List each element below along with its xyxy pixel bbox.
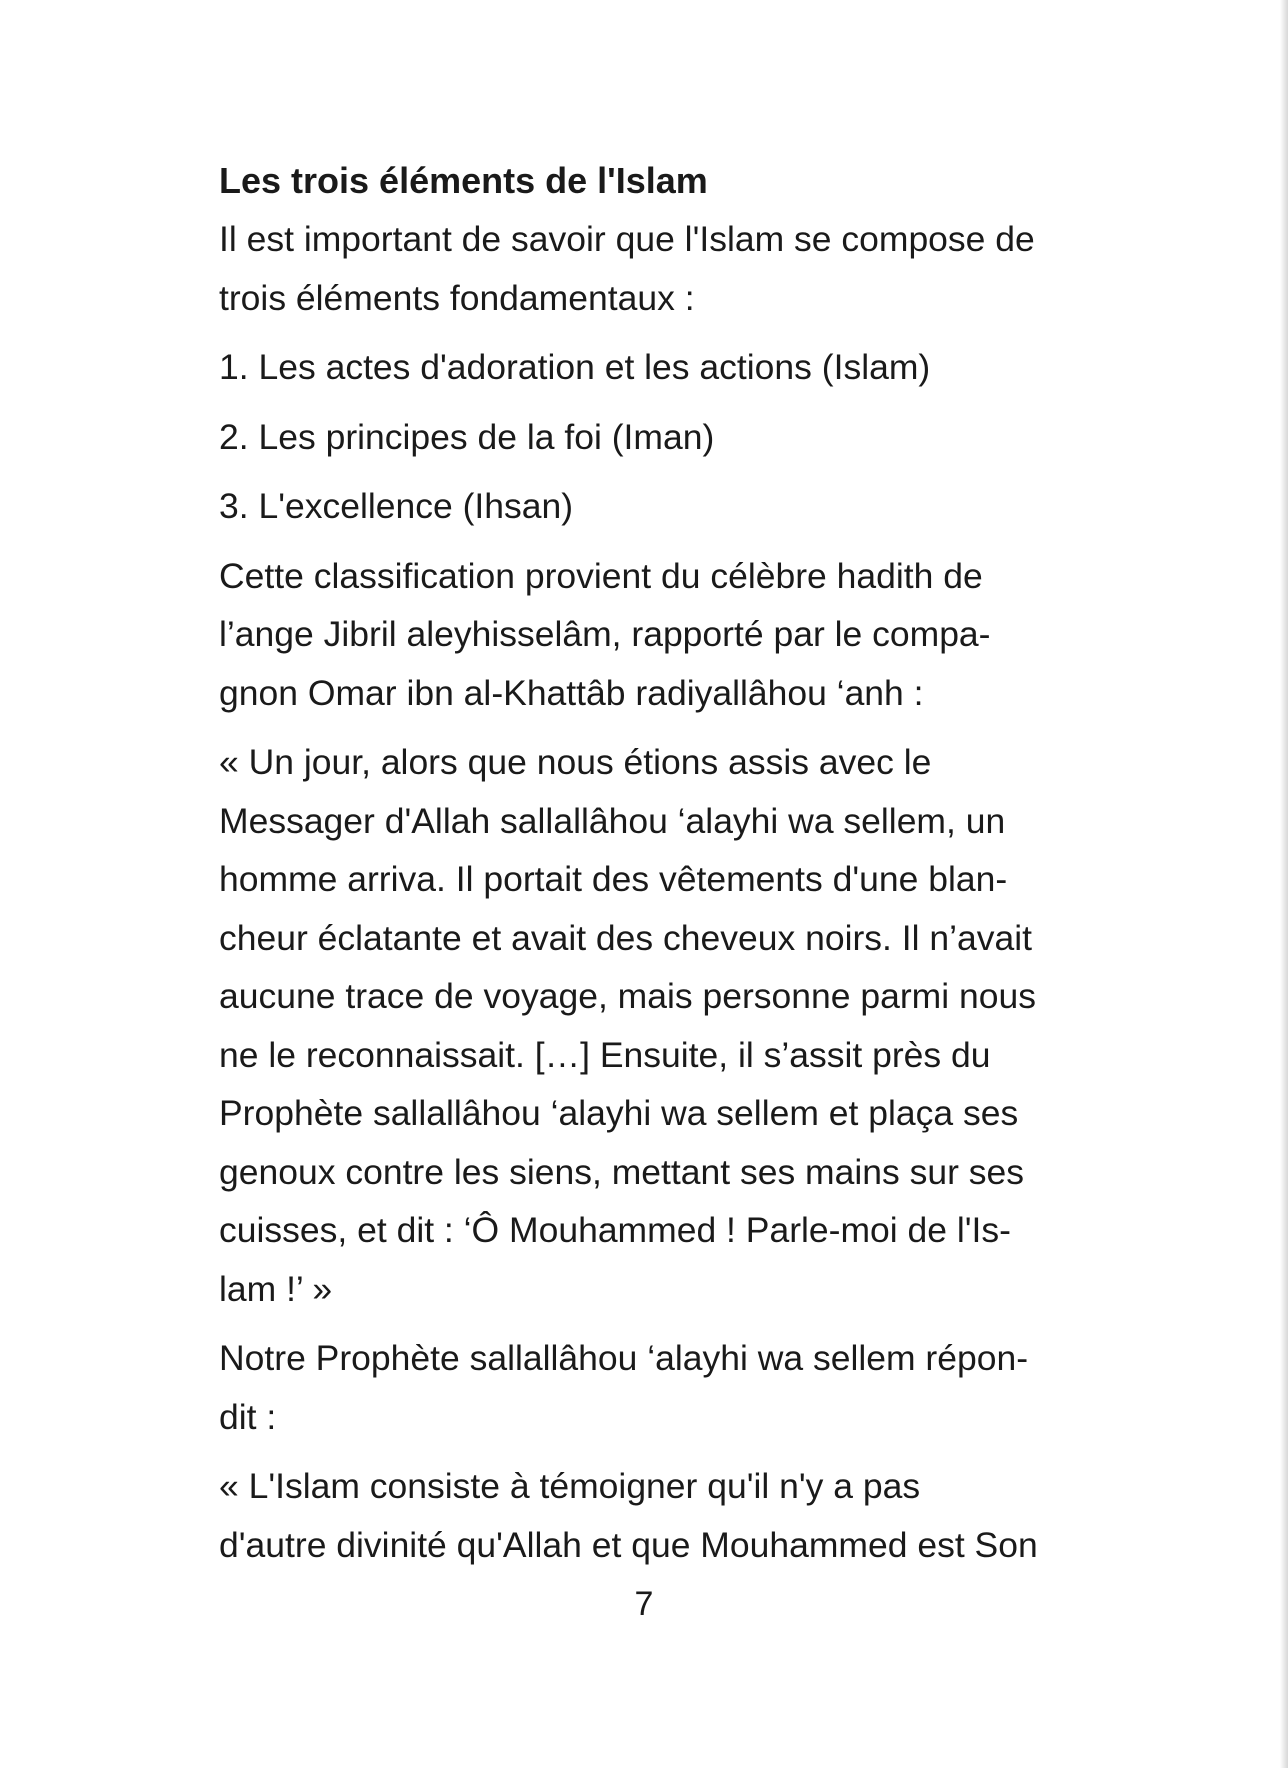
text-line: ne le reconnaissait. […] Ensuite, il s’assit près du [219,1034,991,1075]
page-edge-shadow [1280,0,1288,1768]
text-line: Messager d'Allah sallallâhou ‘alayhi wa sellem, un [219,800,1006,841]
text-line: dit : [219,1396,277,1437]
page-number: 7 [634,1585,654,1623]
intro-paragraph [219,210,1119,327]
classification-paragraph [219,547,1119,723]
text-line: « Un jour, alors que nous étions assis avec le [219,742,932,782]
text-line: Prophète sallallâhou ‘alayhi wa sellem et plaça ses [219,1093,1019,1133]
list-item-text: 2. Les principes de la foi (Iman) [219,416,715,457]
text-line: « L'Islam consiste à témoigner qu'il n'y a pas [219,1466,921,1506]
text-line: d'autre divinité qu'Allah et que Mouhammed est Son [219,1524,1038,1565]
text-line: cheur éclatante et avait des cheveux noirs. Il n’avait [219,917,1033,958]
list-item-text: 1. Les actes d'adoration et les actions (Islam) [219,347,931,387]
text-line: genoux contre les siens, mettant ses mains sur ses [219,1151,1025,1192]
text-line: aucune trace de voyage, mais personne parmi nous [219,976,1036,1016]
text-line: Notre Prophète sallallâhou ‘alayhi wa sellem répon- [219,1338,1029,1378]
section-heading: Les trois éléments de l'Islam [219,160,708,201]
list-item-2 [219,408,1119,467]
text-line: homme arriva. Il portait des vêtements d'une blan- [219,859,1008,899]
text-line: gnon Omar ibn al-Khattâb radiyallâhou ‘anh : [219,672,924,713]
text-line: l’ange Jibril aleyhisselâm, rapporté par le compa- [219,614,991,654]
list-item-3 [219,477,1119,536]
page-content [219,152,1119,1585]
response-paragraph [219,1329,1119,1446]
text-line: trois éléments fondamentaux : [219,277,695,318]
islam-definition-paragraph [219,1457,1119,1574]
text-line: lam !’ » [219,1268,333,1309]
list-item-1 [219,338,1119,397]
text-line: cuisses, et dit : ‘Ô Mouhammed ! Parle-moi de l'Is- [219,1210,1011,1250]
list-item-text: 3. L'excellence (Ihsan) [219,486,574,526]
text-line: Il est important de savoir que l'Islam se compose de [219,219,1035,259]
text-line: Cette classification provient du célèbre hadith de [219,555,983,596]
hadith-quote-paragraph [219,733,1119,1318]
